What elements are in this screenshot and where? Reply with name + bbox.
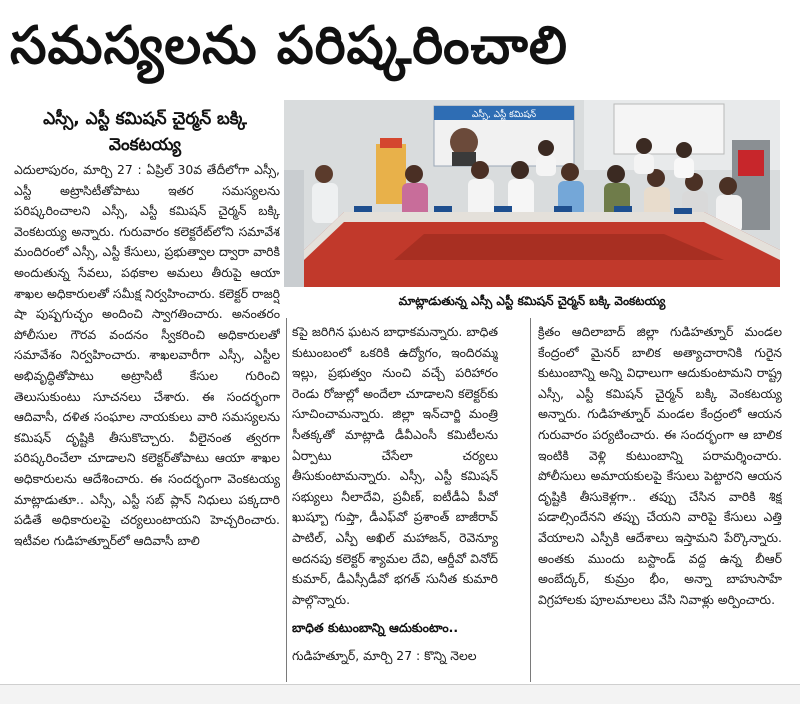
meeting-photo xyxy=(284,100,780,287)
article-column-1: ఎదులాపురం, మార్చి 27 : ఏప్రిల్ 30వ తేదీలోగా ఎస్సీ, ఎస్టీ అట్రాసిటీతోపాటు ఇతర సమస్యలను పరిష్కరించాలని ఎస్సీ, ఎస్టీ కమిషన్ చైర్మన్ బక్కి వెంకటయ్య అన్నారు. గురువారం కలెక్టరేట్‌లోని సమావేశ మందిరంలో ఎస్సీ, ఎస్టీ కేసులు, ప్రభుత్వాల ద్వారా వారికి అందుతున్న సేవలు, పథకాల అమలు తీరుపై ఆయా శాఖల అధికారులతో సమీక్ష నిర్వహించారు. కలెక్టర్ రాజర్షి షా పుష్పగుచ్ఛం అందించి స్వాగతించారు. అనంతరం పోలీసుల గౌరవ వందనం స్వీకరించి అధికారులతో సమావేశం నిర్వహించారు. శాఖలవారీగా ఎస్సీ, ఎస్టీల అభివృద్ధితోపాటు అట్రాసిటీ కేసుల గురించి తెలుసుకుంటు సూచనలు చేశారు. ఈ సందర్భంగా ఆదివాసీ, దళిత సంఘాల నాయకులు వారి సమస్యలను కమిషన్ దృష్టికి తీసుకొచ్చారు. వీలైనంత త్వరగా పరిష్కరించేలా చూడాలని కలెక్టర్‌తోపాటు ఆయా శాఖల అధికారులను ఆదేశించారు. ఈ సందర్భంగా వెంకటయ్య మాట్లాడుతూ.. ఎస్సీ, ఎస్టీ సబ్ ప్లాన్ నిధులు పక్కదారి పడితే అధికారులపై చర్యలుంటాయని హెచ్చరించారు. ఇటీవల గుడిహత్నూర్‌లో ఆదివాసీ బాలి xyxy=(14,162,280,548)
article-column-3: క్రితం ఆదిలాబాద్ జిల్లా గుడిహత్నూర్ మండల కేంద్రంలో మైనర్ బాలిక అత్యాచారానికి గురైన కుటుంబాన్ని అన్ని విధాలుగా ఆదుకుంటామని రాష్ట్ర ఎస్సీ, ఎస్టీ కమిషన్ చైర్మన్ బక్కి వెంకటయ్య అన్నారు. గుడిహత్నూర్ మండల కేంద్రంలో ఆయన గురువారం పర్యటించారు. ఈ సందర్భంగా ఆ బాలిక ఇంటికి వెళ్లి కుటుంబాన్ని పరామర్శించారు. పోలీసులు అమాయకులపై కేసులు పెట్టారని ఆయన దృష్టికి తీసుకెళ్లగా.. తప్పు చేసిన వారికి శిక్ష పడాల్సిందేనని తప్పు చేయని వారిపై కేసులు ఎత్తి వేయాలని ఎస్పీకి ఆదేశాలు ఇస్తామని పేర్కొన్నారు. అంతకు ముందు బస్టాండ్ వద్ద ఉన్న బీఆర్ అంబేద్కర్, కుమ్రం భీం, అన్నా బాహుసాహే విగ్రహాలకు పూలమాలలు వేసి నివాళ్లు అర్పించారు. xyxy=(538,324,782,607)
next-article-strip xyxy=(0,684,800,704)
photo-caption: మాట్లాడుతున్న ఎస్సీ ఎస్టీ కమిషన్ చైర్మన్ బక్కి వెంకటయ్య xyxy=(398,294,666,308)
subheadline: ఎస్సీ, ఎస్టీ కమిషన్ చైర్మన్ బక్కి వెంకటయ్య xyxy=(43,109,247,155)
dateline-2: గుడిహత్నూర్, మార్చి 27 : కొన్ని నెలల xyxy=(292,648,477,663)
subheadline-2: బాధిత కుటుంబాన్ని ఆదుకుంటాం.. xyxy=(292,620,459,635)
column-divider xyxy=(286,318,287,682)
banner-text: ఎస్సీ, ఎస్టీ కమిషన్ xyxy=(471,110,537,120)
meeting-photo-illustration xyxy=(284,100,780,287)
headline: సమస్యలను పరిష్కరించాలి xyxy=(10,16,568,76)
article-column-2: కపై జరిగిన ఘటన బాధాకమన్నారు. బాధిత కుటుంబంలో ఒకరికి ఉద్యోగం, ఇందిరమ్మ ఇల్లు, ప్రభుత్వం నుంచి వచ్చే పరిహారం రెండు రోజుల్లో అందేలా చూడాలని కలెక్టర్‌కు సూచించామన్నారు. జిల్లా ఇన్‌చార్జి మంత్రి సీతక్కతో మాట్లాడి డీవీఎంసీ కమిటీలను ఏర్పాటు చేసేలా చర్యలు తీసుకుంటామన్నారు. ఎస్సీ, ఎస్టీ కమిషన్ సభ్యులు నీలాదేవి, ప్రవీణ్, ఐటీడీఏ పీవో ఖుష్బూ గుప్తా, డీఎఫ్‌వో ప్రశాంత్ బాజీరావ్ పాటిల్, ఎస్పీ అఖిల్ మహాజన్, రెవెన్యూ అదనపు కలెక్టర్ శ్యామల దేవి, ఆర్డీవో వినోద్ కుమార్, డీఎస్సీడీవో భగత్ సునీత కుమారి పాల్గొన్నారు. xyxy=(292,324,498,607)
column-divider xyxy=(530,318,531,682)
